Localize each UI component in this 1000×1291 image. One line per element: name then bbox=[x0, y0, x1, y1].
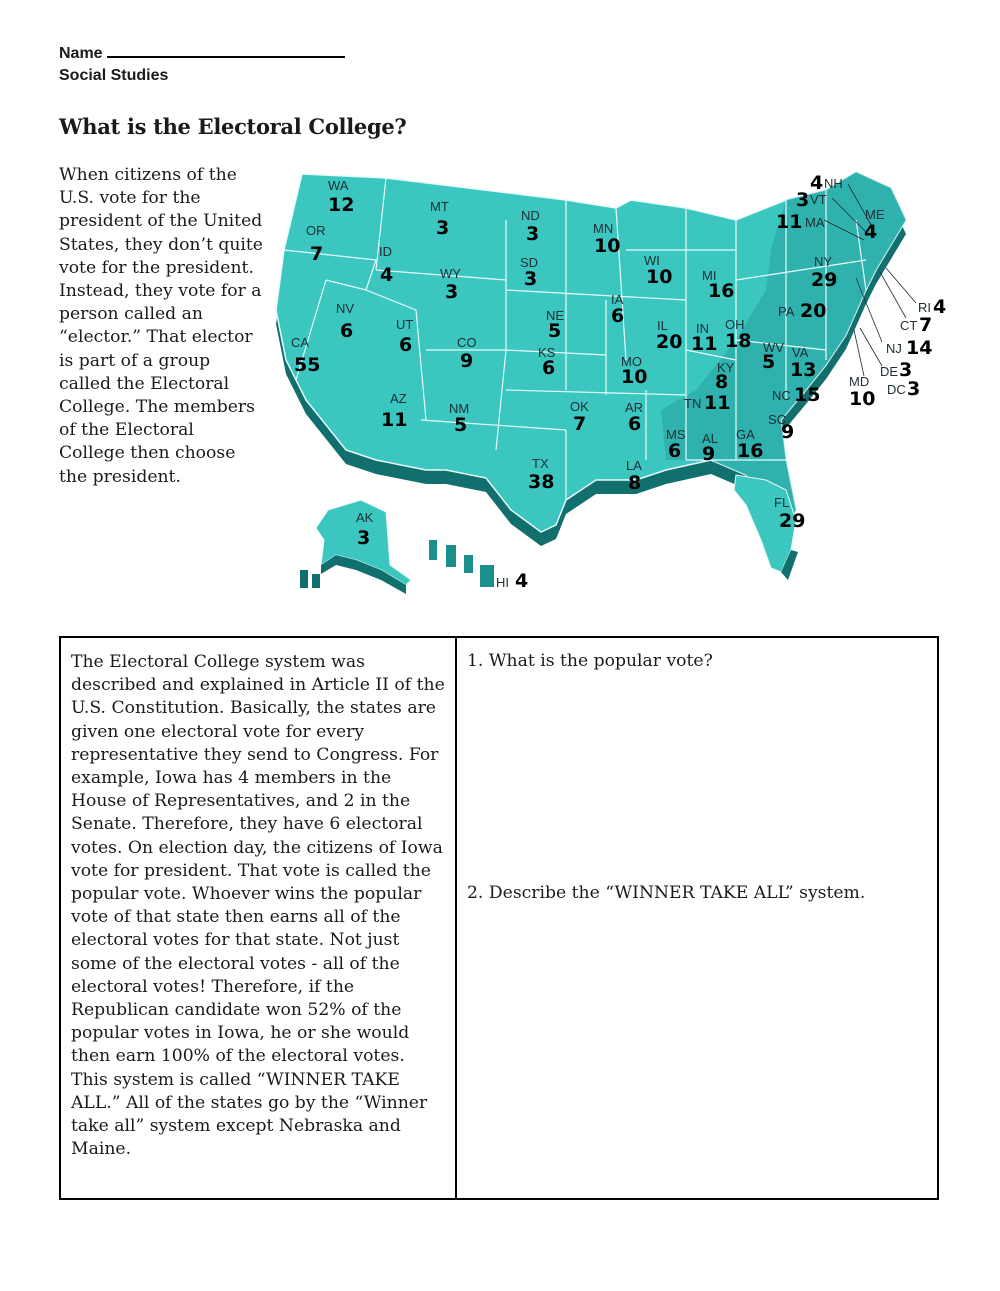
votes-ar: 6 bbox=[628, 413, 642, 435]
votes-ri: 4 bbox=[933, 296, 947, 318]
state-abbr-ia: IA bbox=[611, 292, 624, 307]
votes-ct: 7 bbox=[919, 314, 933, 336]
name-label: Name bbox=[59, 45, 103, 62]
subject-label: Social Studies bbox=[59, 67, 169, 84]
votes-ma: 11 bbox=[776, 211, 803, 233]
votes-sc: 9 bbox=[781, 421, 795, 443]
votes-id: 4 bbox=[380, 264, 394, 286]
reading-passage: The Electoral College system was described and explained in Article II of the U.S. Constitution. Basically, the states are given one electoral vote for every representative they send to Congress. For example, Iowa has 4 members in the House of Representatives, and 2 in the Senate. Therefore, they have 6 electoral votes. On election day, the citizens of Iowa vote for president. That vote is called the popular vote. Whoever wins the popular vote of that state then earns all of the electoral votes for that state. Not just some of the electoral votes - all of the electoral votes! Therefore, if the Republican candidate won 52% of the popular votes in Iowa, he or she would then earn 100% of the electoral votes. This system is called “WINNER TAKE ALL.” All of the states go by the “Winner take all” system except Nebraska and Maine. bbox=[61, 638, 457, 1198]
state-abbr-nv: NV bbox=[336, 301, 355, 316]
state-abbr-dc: DC bbox=[887, 382, 906, 397]
alaska-islands bbox=[300, 570, 320, 588]
votes-or: 7 bbox=[310, 243, 324, 265]
votes-mn: 10 bbox=[594, 235, 621, 257]
votes-nh: 4 bbox=[810, 172, 824, 194]
votes-fl: 29 bbox=[779, 510, 806, 532]
votes-mt: 3 bbox=[436, 217, 450, 239]
hawaii bbox=[429, 540, 494, 587]
state-abbr-ut: UT bbox=[396, 317, 414, 332]
votes-tx: 38 bbox=[528, 471, 555, 493]
votes-md: 10 bbox=[849, 388, 876, 410]
votes-de: 3 bbox=[899, 359, 913, 381]
state-abbr-ca: CA bbox=[291, 335, 310, 350]
name-blank-line[interactable] bbox=[107, 42, 345, 58]
votes-nd: 3 bbox=[526, 223, 540, 245]
state-abbr-fl: FL bbox=[774, 495, 790, 510]
state-abbr-ky: KY bbox=[717, 360, 735, 375]
state-abbr-mt: MT bbox=[430, 199, 449, 214]
state-abbr-or: OR bbox=[306, 223, 326, 238]
votes-mo: 10 bbox=[621, 366, 648, 388]
state-abbr-me: ME bbox=[865, 207, 885, 222]
state-abbr-nm: NM bbox=[449, 401, 470, 416]
votes-wy: 3 bbox=[445, 281, 459, 303]
votes-va: 13 bbox=[790, 359, 817, 381]
votes-wv: 5 bbox=[762, 351, 776, 373]
state-abbr-va: VA bbox=[792, 345, 809, 360]
state-abbr-md: MD bbox=[849, 374, 870, 389]
votes-ak: 3 bbox=[357, 527, 371, 549]
votes-wa: 12 bbox=[328, 194, 355, 216]
name-row bbox=[59, 42, 345, 65]
votes-ok: 7 bbox=[573, 413, 587, 435]
state-abbr-az: AZ bbox=[390, 391, 407, 406]
votes-mi: 16 bbox=[708, 280, 735, 302]
votes-ia: 6 bbox=[611, 305, 625, 327]
votes-nc: 15 bbox=[794, 384, 821, 406]
state-abbr-wi: WI bbox=[644, 253, 660, 268]
votes-sd: 3 bbox=[524, 268, 538, 290]
state-abbr-ne: NE bbox=[546, 308, 565, 323]
votes-il: 20 bbox=[656, 331, 683, 353]
reading-question-table bbox=[59, 636, 939, 1200]
state-abbr-nc: NC bbox=[772, 388, 791, 403]
votes-co: 9 bbox=[460, 350, 474, 372]
votes-me: 4 bbox=[864, 221, 878, 243]
state-abbr-wv: WV bbox=[763, 340, 784, 355]
state-abbr-wy: WY bbox=[440, 266, 461, 281]
state-abbr-oh: OH bbox=[725, 317, 745, 332]
state-abbr-wa: WA bbox=[328, 178, 349, 193]
state-abbr-ma: MA bbox=[805, 215, 825, 230]
votes-oh: 18 bbox=[725, 330, 752, 352]
votes-az: 11 bbox=[381, 409, 408, 431]
state-abbr-ok: OK bbox=[570, 399, 589, 414]
state-abbr-de: DE bbox=[880, 364, 899, 379]
page-title: What is the Electoral College? bbox=[59, 114, 407, 139]
state-abbr-ar: AR bbox=[625, 400, 644, 415]
votes-nv: 6 bbox=[340, 320, 354, 342]
votes-dc: 3 bbox=[907, 378, 921, 400]
votes-la: 8 bbox=[628, 472, 642, 494]
state-abbr-ak: AK bbox=[356, 510, 374, 525]
state-abbr-ms: MS bbox=[666, 427, 686, 442]
votes-tn: 11 bbox=[704, 392, 731, 414]
votes-wi: 10 bbox=[646, 266, 673, 288]
question-2: 2. Describe the “WINNER TAKE ALL” system. bbox=[467, 883, 866, 903]
votes-ms: 6 bbox=[668, 440, 682, 462]
votes-ca: 55 bbox=[294, 354, 321, 376]
votes-ny: 29 bbox=[811, 269, 838, 291]
state-abbr-pa: PA bbox=[778, 304, 795, 319]
state-abbr-ct: CT bbox=[900, 318, 918, 333]
state-abbr-mo: MO bbox=[621, 354, 642, 369]
state-abbr-id: ID bbox=[379, 244, 392, 259]
state-abbr-il: IL bbox=[657, 318, 668, 333]
electoral-map bbox=[266, 160, 950, 614]
state-abbr-la: LA bbox=[626, 458, 642, 473]
votes-ks: 6 bbox=[542, 357, 556, 379]
state-abbr-nj: NJ bbox=[886, 341, 902, 356]
state-abbr-ny: NY bbox=[814, 254, 833, 269]
map-land bbox=[276, 172, 906, 594]
state-abbr-ga: GA bbox=[736, 427, 755, 442]
state-abbr-sd: SD bbox=[520, 255, 539, 270]
intro-paragraph: When citizens of the U.S. vote for the president of the United States, they don’t quite vote for the president. Instead, they vote for a person called an “elector.” That elector is part of a group called the Electoral College. The members of the Electoral College then choose the president. bbox=[59, 165, 263, 487]
votes-in: 11 bbox=[691, 333, 718, 355]
state-abbr-tx: TX bbox=[532, 456, 549, 471]
worksheet-header bbox=[59, 42, 345, 87]
state-abbr-nd: ND bbox=[521, 208, 540, 223]
state-abbr-ks: KS bbox=[538, 345, 556, 360]
question-1: 1. What is the popular vote? bbox=[467, 651, 713, 671]
state-abbr-tn: TN bbox=[684, 396, 702, 411]
votes-nm: 5 bbox=[454, 414, 468, 436]
state-abbr-vt: VT bbox=[810, 192, 827, 207]
state-abbr-mn: MN bbox=[593, 221, 614, 236]
votes-ga: 16 bbox=[737, 440, 764, 462]
questions-column[interactable] bbox=[457, 638, 937, 1198]
state-abbr-sc: SC bbox=[768, 412, 787, 427]
state-abbr-co: CO bbox=[457, 335, 477, 350]
votes-vt: 3 bbox=[796, 189, 810, 211]
votes-ne: 5 bbox=[548, 320, 562, 342]
state-abbr-nh: NH bbox=[824, 176, 843, 191]
state-abbr-in: IN bbox=[696, 321, 709, 336]
state-abbr-ri: RI bbox=[918, 300, 931, 315]
state-abbr-al: AL bbox=[702, 431, 718, 446]
votes-al: 9 bbox=[702, 443, 716, 465]
votes-hi: 4 bbox=[515, 570, 529, 592]
votes-pa: 20 bbox=[800, 300, 827, 322]
votes-ky: 8 bbox=[715, 371, 729, 393]
votes-ut: 6 bbox=[399, 334, 413, 356]
state-abbr-mi: MI bbox=[702, 268, 717, 283]
votes-nj: 14 bbox=[906, 337, 933, 359]
state-abbr-hi: HI bbox=[496, 575, 509, 590]
